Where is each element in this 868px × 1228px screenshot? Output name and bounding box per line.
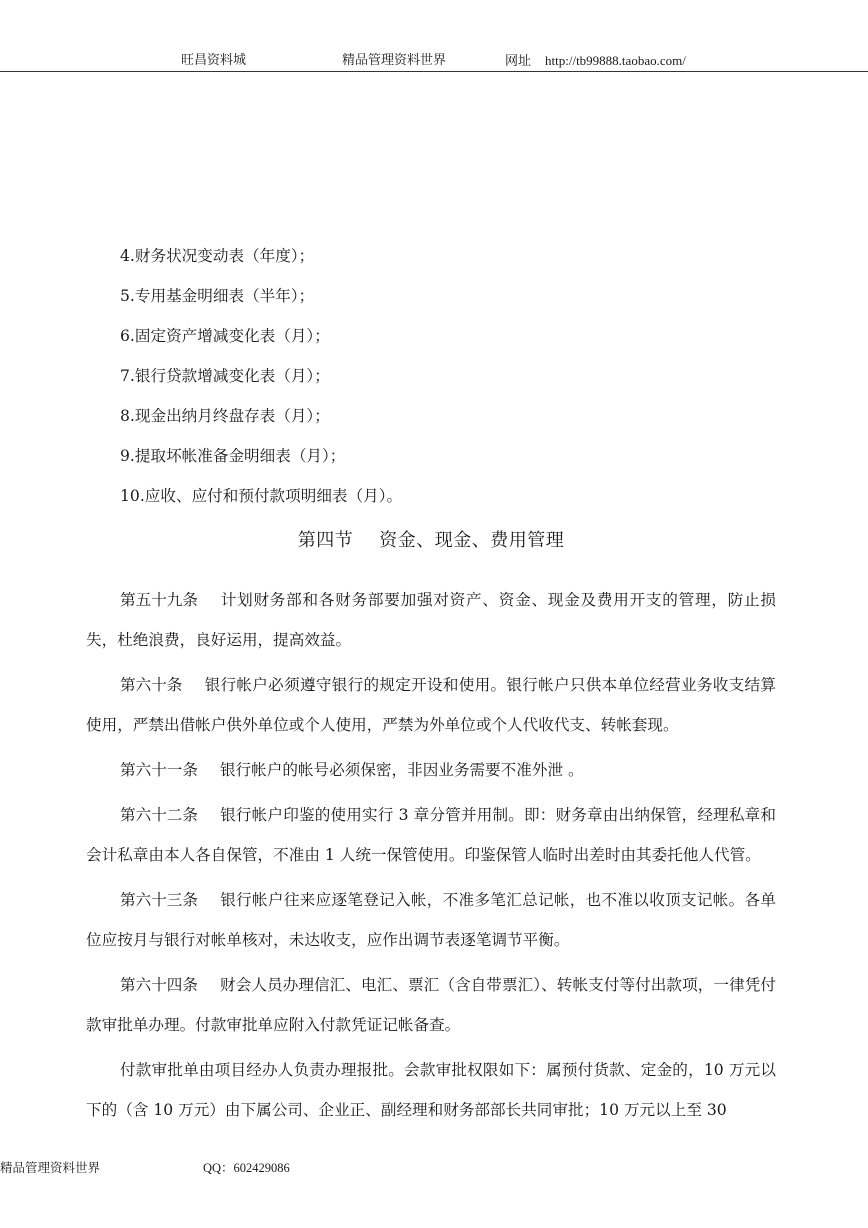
list-item: 7.银行贷款增减变化表（月）； bbox=[120, 367, 330, 385]
article-paragraph bbox=[86, 795, 776, 875]
article-number: 第六十三条 bbox=[120, 891, 198, 909]
article-paragraph bbox=[86, 880, 776, 960]
article-paragraph bbox=[86, 965, 776, 1045]
article-text: 银行帐户必须遵守银行的规定开设和使用。银行帐户只供本单位经营业务收支结算使用，严禁出借帐户供外单位或个人使用，严禁为外单位或个人代收代支、转帐套现。 bbox=[86, 676, 776, 734]
list-item: 9.提取坏帐准备金明细表（月）； bbox=[120, 447, 346, 465]
article-paragraph bbox=[86, 750, 776, 790]
header-site-name: 旺昌资料城 bbox=[181, 53, 247, 68]
document-body bbox=[86, 242, 776, 1135]
header-divider bbox=[0, 71, 868, 72]
header-url-link[interactable]: http://tb99888.taobao.com/ bbox=[545, 53, 686, 68]
footer-contact: QQ：602429086 bbox=[203, 1161, 290, 1175]
page-header bbox=[0, 50, 868, 72]
section-title: 资金、现金、费用管理 bbox=[379, 530, 565, 551]
section-number: 第四节 bbox=[297, 530, 354, 551]
header-url-label: 网址 bbox=[505, 54, 532, 69]
article-number: 第六十一条 bbox=[120, 761, 198, 779]
list-item: 5.专用基金明细表（半年）； bbox=[120, 287, 315, 305]
footer-slogan: 精品管理资料世界 bbox=[0, 1160, 101, 1175]
article-number: 第六十四条 bbox=[120, 976, 198, 994]
report-list bbox=[86, 242, 776, 522]
list-item: 4.财务状况变动表（年度）； bbox=[120, 247, 315, 265]
article-text: 银行帐户往来应逐笔登记入帐，不准多笔汇总记帐，也不准以收顶支记帐。各单位应按月与银行对帐单核对，未达收支，应作出调节表逐笔调节平衡。 bbox=[86, 891, 776, 949]
article-paragraph bbox=[86, 580, 776, 660]
article-text: 财会人员办理信汇、电汇、票汇（含自带票汇）、转帐支付等付出款项，一律凭付款审批单办理。付款审批单应附入付款凭证记帐备查。 bbox=[86, 976, 776, 1034]
section-heading bbox=[86, 526, 776, 556]
list-item: 10.应收、应付和预付款项明细表（月）。 bbox=[120, 487, 403, 505]
article-number: 第五十九条 bbox=[120, 591, 198, 609]
list-item: 6.固定资产增减变化表（月）； bbox=[120, 327, 330, 345]
article-text: 银行帐户印鉴的使用实行 3 章分管并用制。即：财务章由出纳保管，经理私章和会计私章由本人各自保管，不准由 1 人统一保管使用。印鉴保管人临时出差时由其委托他人代管。 bbox=[86, 806, 776, 864]
article-text: 计划财务部和各财务部要加强对资产、资金、现金及费用开支的管理，防止损失，杜绝浪费，良好运用，提高效益。 bbox=[86, 591, 776, 649]
article-text: 银行帐户的帐号必须保密，非因业务需要不准外泄 。 bbox=[219, 761, 584, 779]
header-slogan: 精品管理资料世界 bbox=[342, 53, 447, 68]
header-url-block bbox=[505, 50, 686, 73]
list-item: 8.现金出纳月终盘存表（月）； bbox=[120, 407, 330, 425]
closing-paragraph: 付款审批单由项目经办人负责办理报批。会款审批权限如下：属预付货款、定金的，10 万元以下的（含 10 万元）由下属公司、企业正、副经理和财务部部长共同审批；10 万元以上至 30 bbox=[86, 1061, 776, 1119]
article-number: 第六十条 bbox=[120, 676, 183, 694]
article-paragraph bbox=[86, 665, 776, 745]
article-number: 第六十二条 bbox=[120, 806, 198, 824]
